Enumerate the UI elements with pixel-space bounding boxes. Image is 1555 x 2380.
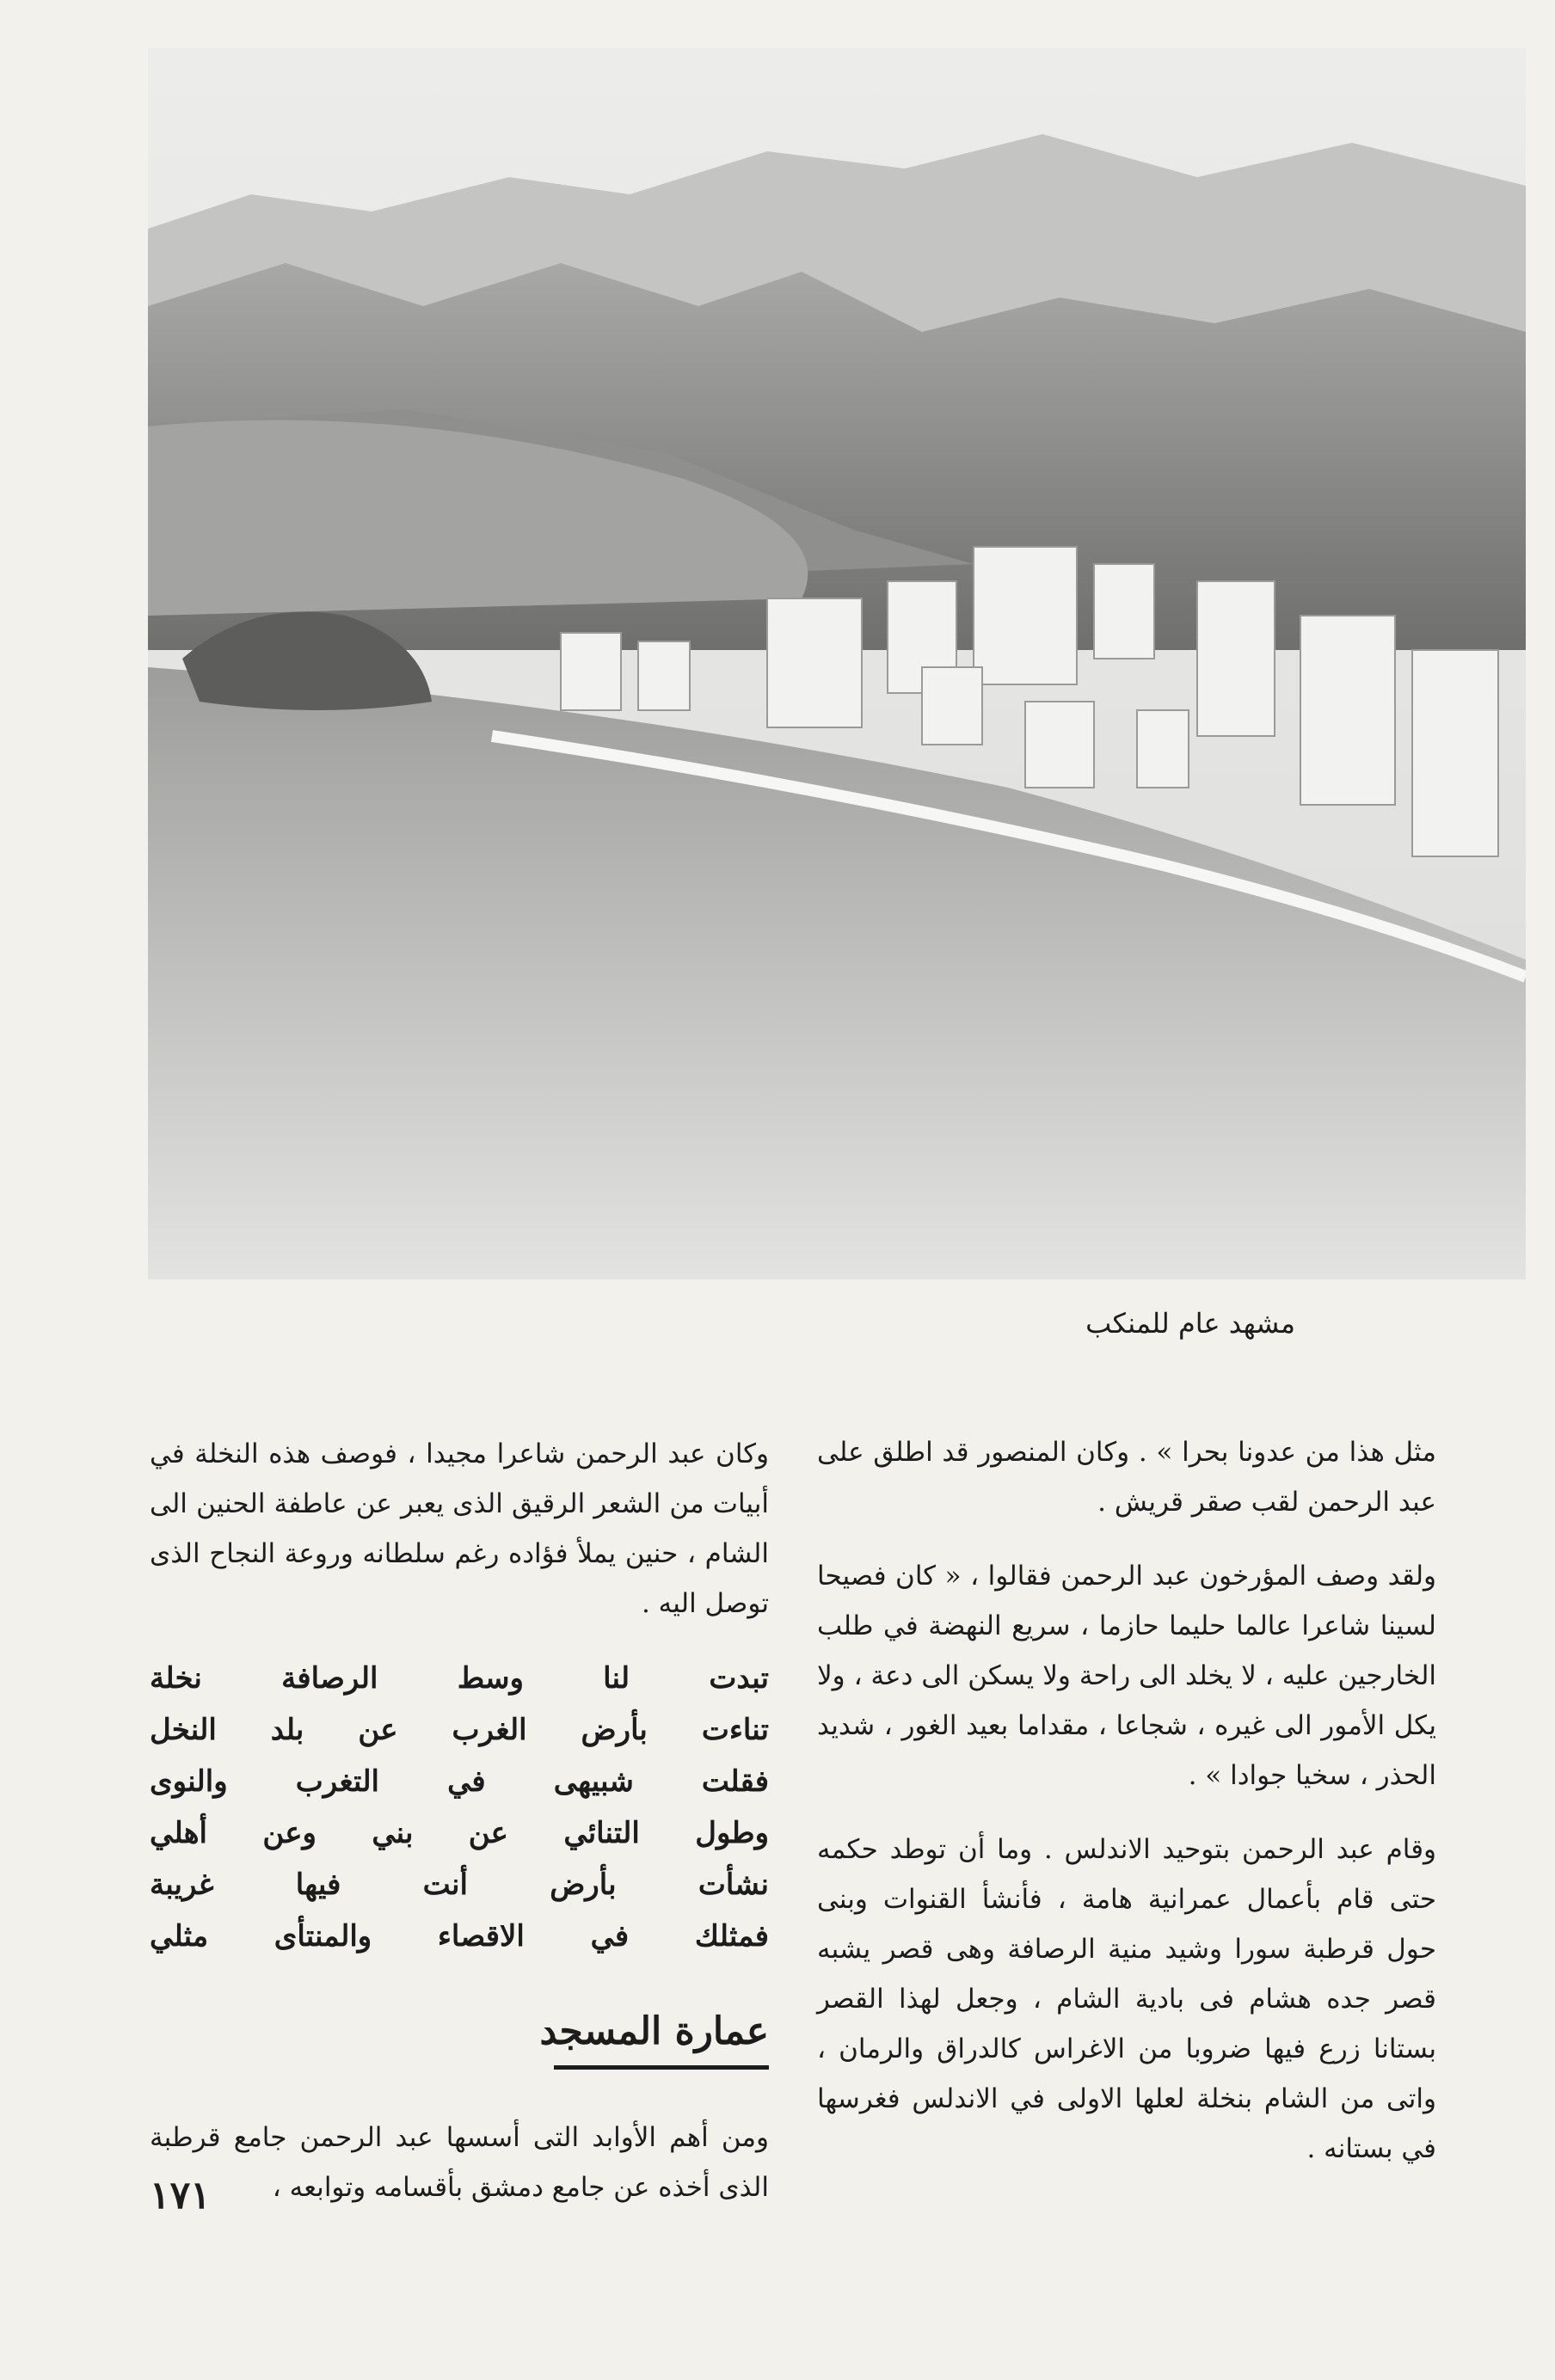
poem — [150, 1653, 769, 1962]
right-text-column — [817, 1427, 1436, 2198]
poem-line: فقلت شبيهى في التغرب والنوى — [150, 1764, 769, 1799]
landscape-illustration — [148, 48, 1526, 1279]
section-title: عمارة المسجد — [539, 2009, 769, 2053]
paragraph: وقام عبد الرحمن بتوحيد الاندلس . وما أن توطد حكمه حتى قام بأعمال عمرانية هامة ، فأنشأ القنوات وبنى حول قرطبة سورا وشيد منية الرصافة وهى قصر يشبه قصر جده هشام فى بادية الشام ، وجعل لهذا القصر بستانا زرع فيها ضروبا من الاغراس كالدراق والرمان ، واتى من الشام بنخلة لعلها الاولى في الاندلس فغرسها في بستانه . — [817, 1834, 1436, 2164]
poem-line: فمثلك في الاقصاء والمنتأى مثلي — [150, 1919, 769, 1954]
paragraph: وكان عبد الرحمن شاعرا مجيدا ، فوصف هذه النخلة في أبيات من الشعر الرقيق الذى يعبر عن عاطفة الحنين الى الشام ، حنين يملأ فؤاده رغم سلطانه وروعة النجاح الذى توصل اليه . — [150, 1438, 769, 1619]
left-text-column — [150, 1429, 769, 2236]
paragraph: ومن أهم الأوابد التى أسسها عبد الرحمن جامع قرطبة الذى أخذه عن جامع دمشق بأقسامه وتوابعه ، — [150, 2122, 769, 2203]
poem-line: نشأت بأرض أنت فيها غريبة — [150, 1868, 769, 1902]
poem-line: وطول التنائي عن بني وعن أهلي — [150, 1816, 769, 1850]
coastal-landscape-photo — [148, 48, 1526, 1279]
poem-line: تناءت بأرض الغرب عن بلد النخل — [150, 1713, 769, 1747]
photo-caption: مشهد عام للمنكب — [1085, 1307, 1295, 1340]
page-number: ١٧١ — [150, 2174, 211, 2217]
title-underline — [554, 2065, 769, 2070]
paragraph: مثل هذا من عدونا بحرا » . وكان المنصور قد اطلق على عبد الرحمن لقب صقر قريش . — [817, 1437, 1436, 1518]
paragraph: ولقد وصف المؤرخون عبد الرحمن فقالوا ، « كان فصيحا لسينا شاعرا عالما حليما حازما ، سريع النهضة في طلب الخارجين عليه ، لا يخلد الى راحة ولا يسكن الى دعة ، ولا يكل الأمور الى غيره ، شجاعا ، مقداما بعيد الغور ، شديد الحذر ، سخيا جوادا » . — [817, 1561, 1436, 1791]
poem-line: تبدت لنا وسط الرصافة نخلة — [150, 1661, 769, 1696]
